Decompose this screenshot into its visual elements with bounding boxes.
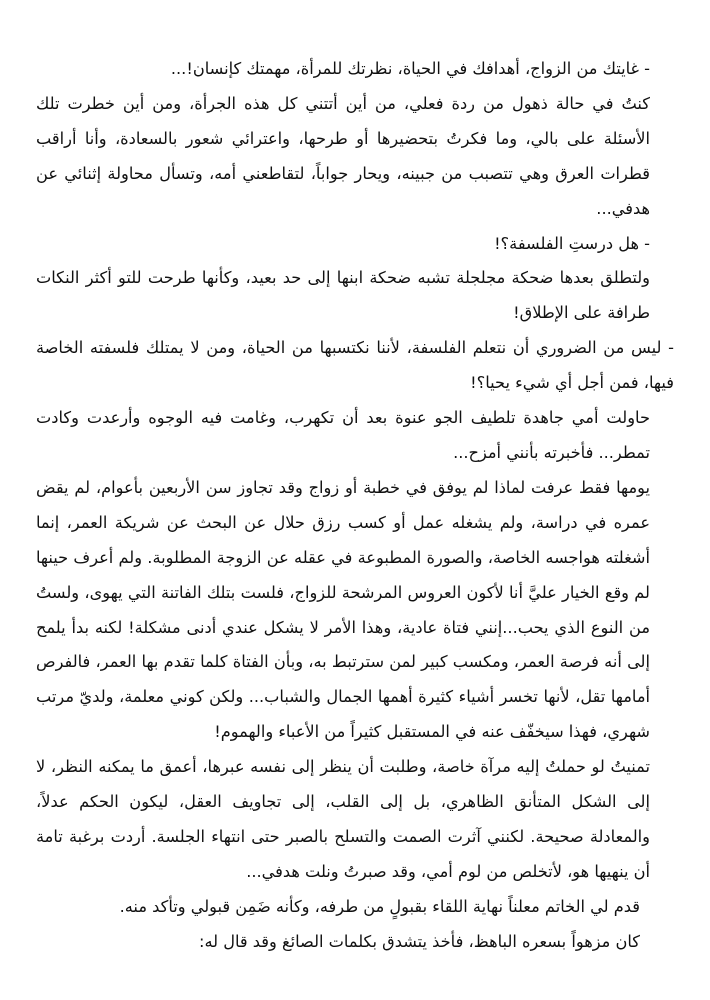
paragraph-realization: يومها فقط عرفت لماذا لم يوفق في خطبة أو زواج وقد تجاوز سن الأربعين بأعوام، لم يقض عمره في دراسة، ولم يشغله عمل أو كسب رزق حلال عن البحث عن شريكة العمر، إنما أشغلته هواجسه الخاصة، والصورة المطبوعة في عقله عن الزوجة المطلوبة. ولم أعرف حينها لم وقع الخيار عليَّ أنا لأكون العروس المرشحة للزواج، فلست بتلك الفاتنة التي يهوى، ولستُ من النوع الذي يحب...إنني فتاة عادية، وهذا الأمر لا يشكل عندي أدنى مشكلة! لكنه بدأ يلمح إلى أنه فرصة العمر، ومكسب كبير لمن سترتبط به، وبأن الفتاة كلما تقدم بها العمر، فالفرص أمامها تقل، لأنها تخسر أشياء كثيرة أهمها الجمال والشباب... ولكن كوني معلمة، ولديّ مرتب شهري، فهذا سيخفّف عنه في المستقبل كثيراً من الأعباء والهموم!: [36, 477, 650, 742]
paragraph-mother-intervenes: حاولت أمي جاهدة تلطيف الجو عنوة بعد أن تكهرب، وغامت فيه الوجوه وأرعدت وكادت تمطر... فأخبرته بأنني أمزح...: [36, 408, 650, 462]
paragraph-ring: قدم لي الخاتم معلناً نهاية اللقاء بقبولٍ من طرفه، وكأنه ضَمِن قبولي وتأكد منه.: [119, 896, 640, 916]
paragraph-dialogue-philosophy-question: - هل درستِ الفلسفة؟!: [494, 233, 650, 253]
paragraph-mirror-wish: تمنيتُ لو حملتُ إليه مرآة خاصة، وطلبت أن ينظر إلى نفسه عبرها، أعمق ما يمكنه النظر، لا إلى الشكل المتأنق الظاهري، بل إلى القلب، إلى تجاويف العقل، ليكون الحكم عدلاً، والمعادلة صحيحة. لكنني آثرت الصمت والتسلح بالصبر حتى انتهاء الجلسة. أردت برغبة تامة أن ينهيها هو، لأتخلص من لوم أمي، وقد صبرتُ ونلت هدفي...: [36, 757, 650, 881]
paragraph-boasting: كان مزهواً بسعره الباهظ، فأخذ يتشدق بكلمات الصائغ وقد قال له:: [199, 931, 640, 951]
paragraph-dialogue-goals: - غايتك من الزواج، أهدافك في الحياة، نظرتك للمرأة، مهمتك كإنسان!...: [170, 59, 650, 78]
paragraph-laughter: ولتطلق بعدها ضحكة مجلجلة تشبه ضحكة ابنها إلى حد بعيد، وكأنها طرحت للتو أكثر النكات طرافة على الإطلاق!: [36, 268, 650, 323]
paragraph-astonishment: كنتُ في حالة ذهول من ردة فعلي، من أين أتتني كل هذه الجرأة، ومن أين خطرت تلك الأسئلة على بالي، وما فكرتُ بتحضيرها أو طرحها، واعترائي شعور بالسعادة، وأنا أراقب قطرات العرق وهي تتصبب من جبينه، ويحار جواباً، لتقاطعني أمه، وتسأل محاولة إثنائي عن هدفي...: [36, 93, 650, 218]
paragraph-dialogue-philosophy-answer: - ليس من الضروري أن نتعلم الفلسفة، لأننا نكتسبها من الحياة، ومن لا يمتلك فلسفته الخاصة فيها، فمن أجل أي شيء يحيا؟!: [36, 338, 674, 393]
